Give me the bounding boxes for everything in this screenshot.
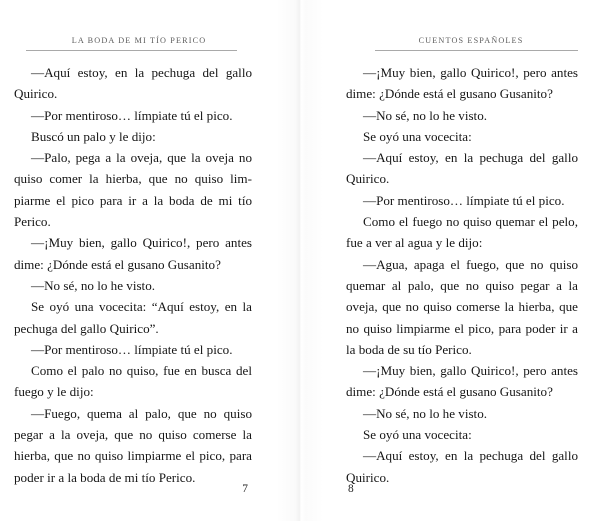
right-page-running-head: CUENTOS ESPAÑOLES [418,36,524,45]
paragraph: Como el fuego no quiso quemar el pelo, fue a ver al agua y le dijo: [346,214,578,251]
paragraph: —Fuego, quema al palo, que no quiso pegar a la oveja, que no quiso comerse la hierba, que no quiso limpiarme el pico, para poder ir a la boda de mi tío Perico. [14,405,252,485]
paragraph: —Aquí estoy, en la pechuga del gallo Quirico. [346,448,578,485]
paragraph: Se oyó una vocecita: [363,427,472,443]
paragraph: —No sé, no lo he visto. [31,277,156,293]
paragraph: —Aquí estoy, en la pechuga del gallo Quirico. [14,65,252,102]
paragraph: Se oyó una vocecita: “Aquí estoy, en la pechuga del gallo Quirico”. [14,299,252,336]
paragraph: —Por mentiroso… límpiate tú el pico. [363,192,565,208]
paragraph: Buscó un palo y le dijo: [31,128,156,144]
paragraph: —No sé, no lo he visto. [363,405,488,421]
right-page-body [346,51,578,488]
paragraph: —¡Muy bien, gallo Quirico!, pero antes dime: ¿Dónde está el gusano Gusanito? [346,65,578,102]
paragraph: —¡Muy bien, gallo Quirico!, pero antes dime: ¿Dónde está el gusano Gusanito? [14,235,252,272]
paragraph: —Por mentiroso… límpiate tú el pico. [31,107,233,123]
right-page-number: 8 [348,483,354,495]
paragraph: Se oyó una vocecita: [363,128,472,144]
paragraph: —¡Muy bien, gallo Quirico!, pero antes dime: ¿Dónde está el gusano Gusanito? [346,363,578,400]
paragraph: —No sé, no lo he visto. [363,107,488,123]
left-page-running-head: LA BODA DE MI TÍO PERICO [71,36,207,45]
paragraph: —Palo, pega a la oveja, que la oveja no quiso comer la hierba, que no quiso limpiarme el pico para ir a la boda de mi tío Perico. [14,150,252,230]
right-page [300,0,600,521]
paragraph: —Agua, apaga el fuego, que no quiso quemar al palo, que no quiso pegar a la oveja, que no quiso comerse la hierba, que no quiso limpiarme el pico, para poder ir a la boda de su tío Perico. [346,256,578,357]
paragraph: —Aquí estoy, en la pechuga del gallo Quirico. [346,150,578,187]
paragraph: —Por mentiroso… límpiate tú el pico. [31,341,233,357]
left-page-body [14,51,252,488]
left-page-number: 7 [242,483,248,495]
paragraph: Como el palo no quiso, fue en busca del fuego y le dijo: [14,363,252,400]
